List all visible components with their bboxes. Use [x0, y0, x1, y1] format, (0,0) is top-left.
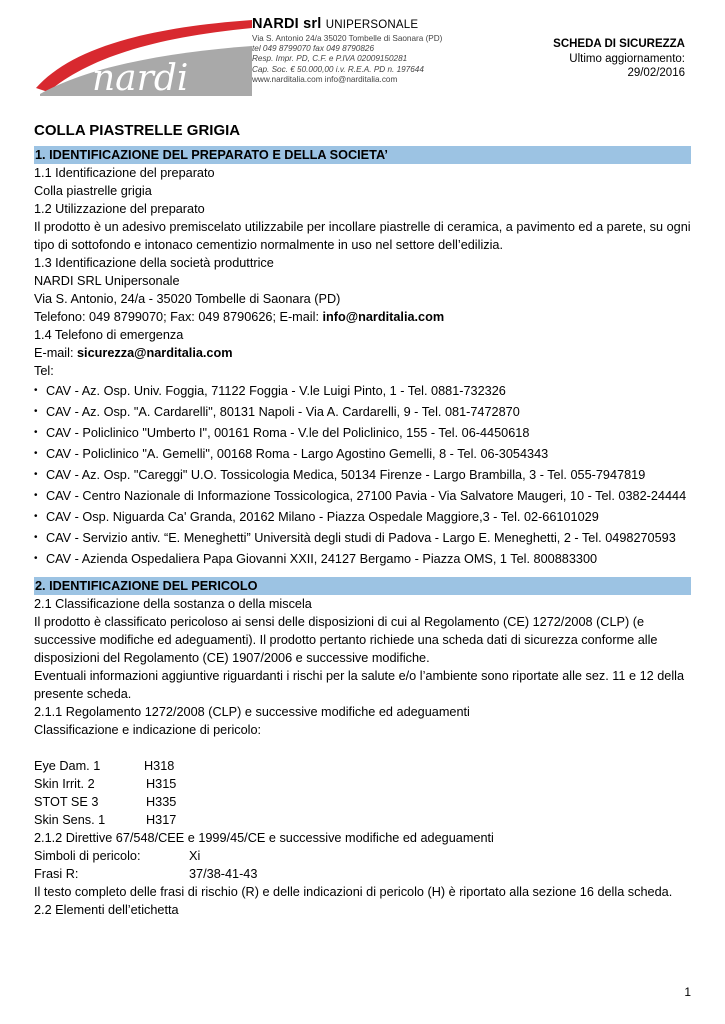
info-email-link[interactable]: info@narditalia.com	[322, 310, 445, 324]
company-phone: tel 049 8799070 fax 049 8790826	[252, 44, 375, 54]
text-line: 1.2 Utilizzazione del preparato	[34, 202, 205, 216]
bullet-icon: •	[34, 553, 38, 564]
product-name: Colla piastrelle grigia	[34, 184, 152, 198]
company-info	[252, 16, 442, 85]
bullet-icon: •	[34, 469, 38, 480]
company-address-line: Via S. Antonio, 24/a - 35020 Tombelle di Saonara (PD)	[34, 292, 341, 306]
bullet-icon: •	[34, 532, 38, 543]
tel-label: Tel:	[34, 364, 54, 378]
bullet-icon: •	[34, 511, 38, 522]
product-usage: Il prodotto è un adesivo premiscelato utilizzabile per incollare piastrelle di ceramica, a pavimento ed a parete, su ogni tipo di sottofondo e intonaco cementizio normalmente in uso nel settore dell’edilizia.	[34, 220, 691, 252]
bullet-icon: •	[34, 448, 38, 459]
company-address: Via S. Antonio 24/a 35020 Tombelle di Saonara (PD)	[252, 34, 443, 43]
section-2-heading: 2. IDENTIFICAZIONE DEL PERICOLO	[34, 577, 691, 595]
list-item: • CAV - Az. Osp. Univ. Foggia, 71122 Foggia - V.le Luigi Pinto, 1 - Tel. 0881-732326	[34, 384, 506, 398]
text-line: 2.1.2 Direttive 67/548/CEE e 1999/45/CE e successive modifiche ed adeguamenti	[34, 831, 494, 845]
page-number: 1	[684, 985, 691, 999]
bullet-icon: •	[34, 385, 38, 396]
hazard-row: Skin Sens. 1 H317	[34, 813, 177, 827]
text-line: 1.1 Identificazione del preparato	[34, 166, 215, 180]
company-name-line: NARDI SRL Unipersonale	[34, 274, 180, 288]
bullet-icon: •	[34, 427, 38, 438]
paragraph: Eventuali informazioni aggiuntive riguardanti i rischi per la salute e/o l’ambiente sono riportate alle sez. 11 e 12 della presente scheda.	[34, 669, 685, 701]
bullet-icon: •	[34, 406, 38, 417]
cav-list	[34, 382, 691, 568]
text-line: Classificazione e indicazione di pericolo:	[34, 723, 262, 737]
list-item: • CAV - Policlinico "A. Gemelli", 00168 Roma - Largo Agostino Gemelli, 8 - Tel. 06-3054343	[34, 447, 549, 461]
symbols-row: Simboli di pericolo: Xi	[34, 849, 201, 863]
list-item: • CAV - Policlinico "Umberto I", 00161 Roma - V.le del Policlinico, 155 - Tel. 06-4450618	[34, 426, 530, 440]
page-header	[0, 0, 725, 110]
frasi-row: Frasi R: 37/38-41-43	[34, 867, 258, 881]
list-item: • CAV - Azienda Ospedaliera Papa Giovanni XXII, 24127 Bergamo - Piazza OMS, 1 Tel. 800883300	[34, 552, 598, 566]
company-web: www.narditalia.com info@narditalia.com	[252, 74, 398, 84]
update-label: Ultimo aggiornamento:	[569, 52, 685, 65]
list-item: • CAV - Osp. Niguarda Ca' Granda, 20162 Milano - Piazza Ospedale Maggiore,3 - Tel. 02-66101029	[34, 510, 599, 524]
update-date: 29/02/2016	[627, 67, 685, 79]
company-resp: Resp. Impr. PD, C.F. e P.IVA 02009150281	[252, 54, 408, 64]
section-1-heading: 1. IDENTIFICAZIONE DEL PREPARATO E DELLA SOCIETA’	[34, 146, 691, 164]
document-body	[34, 146, 691, 919]
safety-email-link[interactable]: sicurezza@narditalia.com	[77, 346, 233, 360]
hazard-row: STOT SE 3 H335	[34, 795, 177, 809]
bullet-icon: •	[34, 490, 38, 501]
hazard-row: Skin Irrit. 2 H315	[34, 777, 177, 791]
company-capital: Cap. Soc. € 50.000,00 i.v. R.E.A. PD n. 197644	[252, 64, 424, 74]
list-item: • CAV - Az. Osp. "Careggi" U.O. Tossicologia Medica, 50134 Firenze - Largo Brambilla, 3 - Tel. 055-7947819	[34, 468, 646, 482]
list-item: • CAV - Servizio antiv. “E. Meneghetti” Università degli studi di Padova - Largo E. Meneghetti, 2 - Tel. 0498270593	[34, 531, 676, 545]
text-line: 1.3 Identificazione della società produttrice	[34, 256, 274, 270]
text-line: 2.1.1 Regolamento 1272/2008 (CLP) e successive modifiche ed adeguamenti	[34, 705, 470, 719]
contact-line: Telefono: 049 8799070; Fax: 049 8790626; E-mail: info@narditalia.com	[34, 310, 445, 324]
doc-info	[553, 37, 685, 81]
paragraph: Il prodotto è classificato pericoloso ai sensi delle disposizioni di cui al Regolamento (CE) 1272/2008 (CLP) (e successive modifiche ed adeguamenti). Il prodotto pertanto richiede una scheda dati di sicurezza conforme alle disposizioni del Regolamento (CE) 1907/2006 e successive modifiche.	[34, 615, 658, 665]
page-title: COLLA PIASTRELLE GRIGIA	[34, 122, 241, 139]
list-item: • CAV - Centro Nazionale di Informazione Tossicologica, 27100 Pavia - Via Salvatore Maugeri, 10 - Tel. 0382-24444	[34, 489, 687, 503]
list-item: • CAV - Az. Osp. "A. Cardarelli", 80131 Napoli - Via A. Cardarelli, 9 - Tel. 081-7472870	[34, 405, 520, 419]
hazard-row: Eye Dam. 1 H318	[34, 759, 175, 773]
logo-text: nardi	[92, 58, 189, 98]
doc-type: SCHEDA DI SICUREZZA	[553, 38, 685, 50]
text-line: 1.4 Telefono di emergenza	[34, 328, 184, 342]
company-name: NARDI srl UNIPERSONALE	[252, 16, 419, 32]
emergency-email-line: E-mail: sicurezza@narditalia.com	[34, 346, 233, 360]
nardi-logo	[30, 16, 252, 98]
text-line: 2.2 Elementi dell’etichetta	[34, 903, 179, 917]
paragraph: Il testo completo delle frasi di rischio (R) e delle indicazioni di pericolo (H) è riportato alla sezione 16 della scheda.	[34, 885, 673, 899]
text-line: 2.1 Classificazione della sostanza o della miscela	[34, 597, 312, 611]
